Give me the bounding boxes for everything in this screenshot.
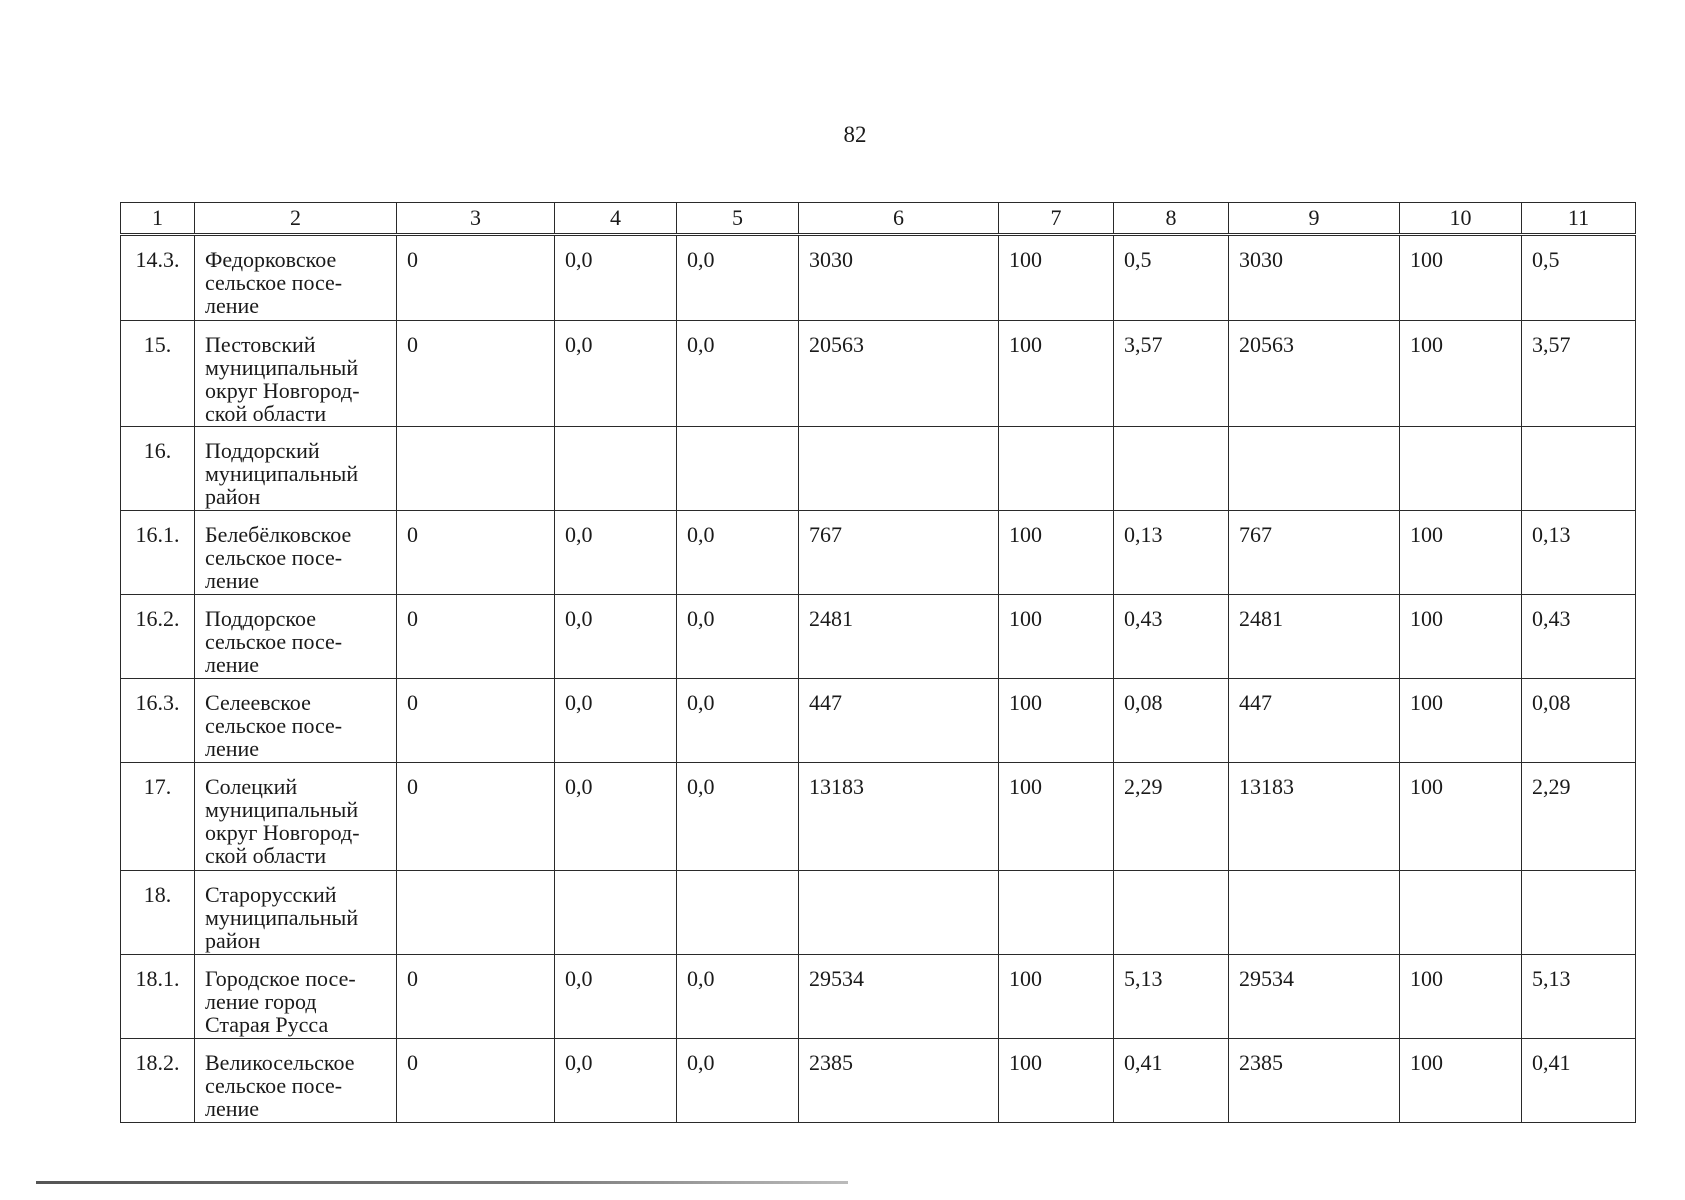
table-row	[121, 511, 1636, 595]
name-line: Старорусский	[205, 882, 337, 907]
value-cell	[1114, 871, 1229, 955]
row-number: 16.1.	[121, 511, 195, 595]
value-cell: 0,41	[1522, 1039, 1636, 1123]
row-number: 18.1.	[121, 955, 195, 1039]
name-line: ление город	[205, 989, 317, 1014]
name-line: район	[205, 484, 261, 509]
column-header: 2	[195, 203, 397, 235]
row-number: 16.	[121, 427, 195, 511]
value-cell: 3,57	[1522, 321, 1636, 427]
value-cell: 0,13	[1522, 511, 1636, 595]
value-cell: 100	[1400, 511, 1522, 595]
column-header: 10	[1400, 203, 1522, 235]
value-cell: 767	[799, 511, 999, 595]
name-line: Поддорское	[205, 606, 317, 631]
column-header: 4	[555, 203, 677, 235]
table-row	[121, 679, 1636, 763]
table-row	[121, 871, 1636, 955]
value-cell: 100	[999, 595, 1114, 679]
value-cell: 0	[397, 679, 555, 763]
value-cell: 2481	[799, 595, 999, 679]
municipality-name	[195, 427, 397, 511]
value-cell: 0,0	[555, 235, 677, 321]
value-cell	[999, 427, 1114, 511]
name-line: Белебёлковское	[205, 522, 352, 547]
value-cell: 0,0	[677, 511, 799, 595]
value-cell	[677, 427, 799, 511]
value-cell: 0,08	[1522, 679, 1636, 763]
scan-artifact-line	[36, 1181, 848, 1184]
value-cell: 0,5	[1114, 235, 1229, 321]
value-cell: 2,29	[1522, 763, 1636, 871]
value-cell: 0,0	[555, 763, 677, 871]
name-line: ление	[205, 1096, 260, 1121]
name-line: муниципальный	[205, 905, 359, 930]
name-line: округ Новгород-	[205, 378, 360, 403]
value-cell: 0,0	[677, 955, 799, 1039]
value-cell: 3,57	[1114, 321, 1229, 427]
value-cell: 13183	[799, 763, 999, 871]
name-line: район	[205, 928, 261, 953]
value-cell: 0	[397, 1039, 555, 1123]
value-cell: 100	[999, 321, 1114, 427]
column-header: 1	[121, 203, 195, 235]
data-table	[120, 202, 1636, 1123]
municipality-name	[195, 679, 397, 763]
value-cell: 0	[397, 955, 555, 1039]
value-cell: 0,08	[1114, 679, 1229, 763]
value-cell: 767	[1229, 511, 1400, 595]
row-number: 15.	[121, 321, 195, 427]
row-number: 18.2.	[121, 1039, 195, 1123]
row-number: 18.	[121, 871, 195, 955]
value-cell	[1522, 427, 1636, 511]
value-cell: 100	[999, 955, 1114, 1039]
value-cell: 0,0	[677, 679, 799, 763]
value-cell: 447	[1229, 679, 1400, 763]
name-line: Старая Русса	[205, 1012, 329, 1037]
table-body	[121, 235, 1636, 1123]
value-cell	[1522, 871, 1636, 955]
value-cell: 100	[999, 235, 1114, 321]
name-line: Великосельское	[205, 1050, 355, 1075]
column-header: 6	[799, 203, 999, 235]
value-cell: 2385	[799, 1039, 999, 1123]
value-cell: 0	[397, 321, 555, 427]
value-cell: 100	[1400, 235, 1522, 321]
name-line: сельское посе-	[205, 629, 343, 654]
column-header: 9	[1229, 203, 1400, 235]
value-cell: 29534	[1229, 955, 1400, 1039]
value-cell	[677, 871, 799, 955]
value-cell	[1400, 427, 1522, 511]
name-line: Федорковское	[205, 247, 337, 272]
column-header: 8	[1114, 203, 1229, 235]
row-number: 16.3.	[121, 679, 195, 763]
name-line: ление	[205, 652, 260, 677]
value-cell	[799, 427, 999, 511]
value-cell	[1229, 427, 1400, 511]
value-cell: 0,0	[677, 595, 799, 679]
value-cell: 447	[799, 679, 999, 763]
name-line: ление	[205, 736, 260, 761]
municipality-name	[195, 511, 397, 595]
name-line: ление	[205, 568, 260, 593]
value-cell: 0,13	[1114, 511, 1229, 595]
name-line: Селеевское	[205, 690, 311, 715]
value-cell: 0	[397, 511, 555, 595]
value-cell: 0	[397, 595, 555, 679]
value-cell: 100	[1400, 1039, 1522, 1123]
municipality-name	[195, 321, 397, 427]
name-line: муниципальный	[205, 355, 359, 380]
value-cell: 20563	[1229, 321, 1400, 427]
value-cell: 100	[1400, 595, 1522, 679]
column-header: 11	[1522, 203, 1636, 235]
value-cell: 3030	[799, 235, 999, 321]
value-cell: 0,0	[555, 1039, 677, 1123]
row-number: 16.2.	[121, 595, 195, 679]
table-row	[121, 235, 1636, 321]
value-cell: 0,0	[555, 511, 677, 595]
name-line: Городское посе-	[205, 966, 356, 991]
value-cell: 0,0	[555, 321, 677, 427]
name-line: ской области	[205, 843, 327, 868]
value-cell: 0	[397, 763, 555, 871]
value-cell: 5,13	[1522, 955, 1636, 1039]
name-line: Пестовский	[205, 332, 316, 357]
value-cell: 0,0	[677, 1039, 799, 1123]
value-cell	[397, 871, 555, 955]
value-cell: 3030	[1229, 235, 1400, 321]
name-line: сельское посе-	[205, 1073, 343, 1098]
value-cell: 100	[999, 763, 1114, 871]
value-cell: 0,0	[555, 679, 677, 763]
value-cell: 20563	[799, 321, 999, 427]
value-cell: 5,13	[1114, 955, 1229, 1039]
name-line: округ Новгород-	[205, 820, 360, 845]
value-cell: 100	[999, 1039, 1114, 1123]
name-line: Солецкий	[205, 774, 298, 799]
value-cell: 100	[1400, 955, 1522, 1039]
table-row	[121, 1039, 1636, 1123]
value-cell: 100	[999, 511, 1114, 595]
name-line: сельское посе-	[205, 270, 343, 295]
table-row	[121, 427, 1636, 511]
value-cell: 0,0	[677, 321, 799, 427]
value-cell: 0,0	[555, 955, 677, 1039]
value-cell: 100	[1400, 763, 1522, 871]
name-line: сельское посе-	[205, 545, 343, 570]
value-cell: 2,29	[1114, 763, 1229, 871]
value-cell: 0,43	[1522, 595, 1636, 679]
column-header: 7	[999, 203, 1114, 235]
municipality-name	[195, 871, 397, 955]
name-line: сельское посе-	[205, 713, 343, 738]
value-cell: 0,5	[1522, 235, 1636, 321]
value-cell: 0,0	[677, 235, 799, 321]
municipality-name	[195, 955, 397, 1039]
name-line: муниципальный	[205, 797, 359, 822]
table-row	[121, 321, 1636, 427]
value-cell	[1114, 427, 1229, 511]
page-number: 82	[843, 122, 867, 147]
value-cell	[799, 871, 999, 955]
value-cell	[1400, 871, 1522, 955]
row-number: 14.3.	[121, 235, 195, 321]
table-row	[121, 955, 1636, 1039]
municipality-name	[195, 235, 397, 321]
name-line: ской области	[205, 401, 327, 426]
value-cell: 0,41	[1114, 1039, 1229, 1123]
value-cell: 0,43	[1114, 595, 1229, 679]
value-cell: 2481	[1229, 595, 1400, 679]
value-cell: 13183	[1229, 763, 1400, 871]
value-cell: 100	[999, 679, 1114, 763]
value-cell: 29534	[799, 955, 999, 1039]
column-header: 5	[677, 203, 799, 235]
value-cell: 0,0	[677, 763, 799, 871]
value-cell	[1229, 871, 1400, 955]
name-line: ление	[205, 293, 260, 318]
municipality-name	[195, 595, 397, 679]
value-cell: 0	[397, 235, 555, 321]
table-row	[121, 763, 1636, 871]
name-line: Поддорский	[205, 438, 320, 463]
value-cell	[397, 427, 555, 511]
value-cell: 0,0	[555, 595, 677, 679]
value-cell: 100	[1400, 679, 1522, 763]
value-cell	[555, 427, 677, 511]
municipality-name	[195, 1039, 397, 1123]
value-cell	[555, 871, 677, 955]
column-header: 3	[397, 203, 555, 235]
header-row	[121, 203, 1636, 235]
table-row	[121, 595, 1636, 679]
row-number: 17.	[121, 763, 195, 871]
value-cell	[999, 871, 1114, 955]
municipality-name	[195, 763, 397, 871]
value-cell: 2385	[1229, 1039, 1400, 1123]
name-line: муниципальный	[205, 461, 359, 486]
value-cell: 100	[1400, 321, 1522, 427]
